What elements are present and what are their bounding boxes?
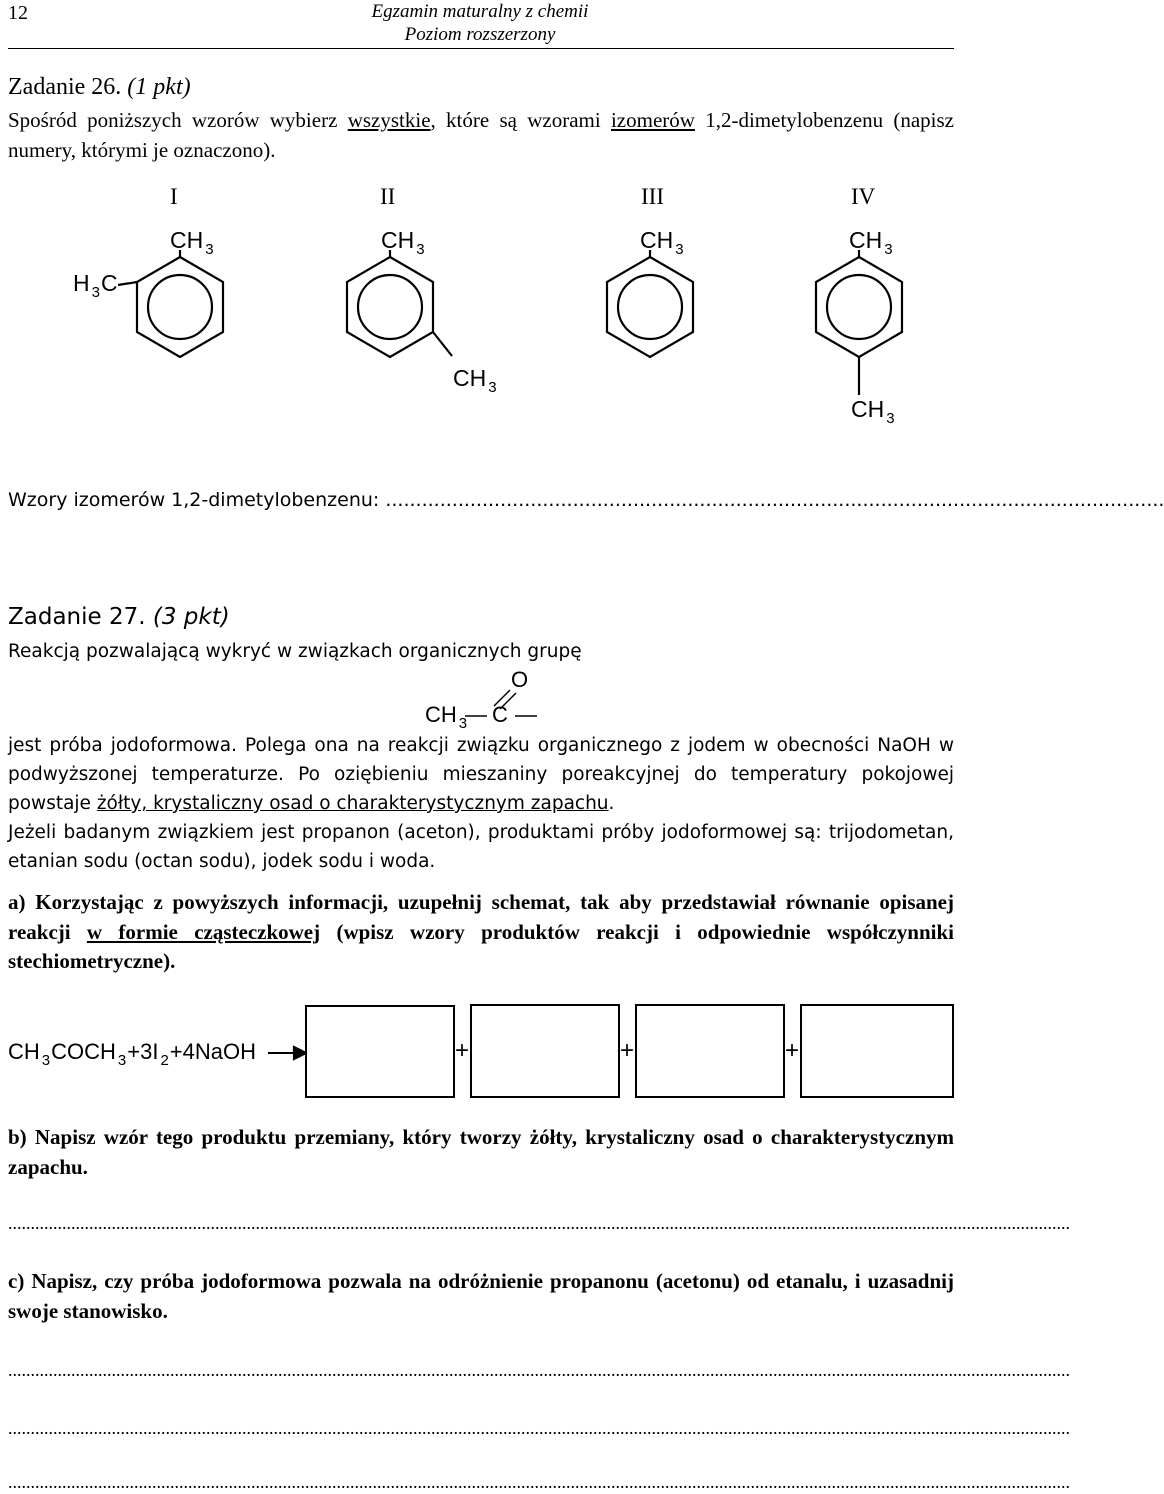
task27-part-b-answer-line[interactable]: ............................................................................................................................................................................................................................................ xyxy=(8,1213,1070,1233)
task26-answer-field[interactable]: ................................................................................................................................. xyxy=(385,489,1164,511)
reaction-arrow-icon xyxy=(268,1043,306,1063)
task27-products-info: Jeżeli badanym związkiem jest propanon (aceton), produktami próby jodoformowej są: trijodometan, etanian sodu (octan sodu), jodek sodu i woda. xyxy=(8,822,954,872)
structure-4-top-ch3: CH $_3$ xyxy=(849,227,893,258)
product-box-2[interactable] xyxy=(470,1004,620,1098)
product-box-4[interactable] xyxy=(800,1004,954,1098)
structure-1-side-h3c: H $_3$C xyxy=(73,270,118,301)
page-number: 12 xyxy=(8,2,28,24)
plus-sign-2: + xyxy=(620,1037,635,1064)
task26-number: Zadanie 26. xyxy=(8,74,122,100)
exam-title: Egzamin maturalny z chemii xyxy=(371,1,589,22)
task27-part-b: b) Napisz wzór tego produktu przemiany, który tworzy żółty, krystaliczny osad o charakterystycznym zapachu. xyxy=(8,1125,954,1179)
task26-answer-line: Wzory izomerów 1,2-dimetylobenzenu: ................................................................................................................................. xyxy=(8,489,1164,511)
task27-part-c: c) Napisz, czy próba jodoformowa pozwala na odróżnienie propanonu (acetonu) od etanalu, i uzasadnij swoje stanowisko. xyxy=(8,1269,954,1323)
task27-part-a: a) Korzystając z powyższych informacji, uzupełnij schemat, tak aby przedstawiał równanie opisanej reakcji w formie cząsteczkowej (wpisz wzory produktów reakcji i odpowiednie współczynniki stechiometryczne). xyxy=(8,890,954,973)
structure-label-4: IV xyxy=(851,184,876,209)
task26-instruction: Spośród poniższych wzorów wybierz wszystkie, które są wzorami izomerów 1,2-dimetylobenzenu (napisz numery, którymi je oznaczono). xyxy=(8,108,954,162)
carbonyl-oxygen: O xyxy=(511,667,529,692)
structure-2-bottom-ch3: CH $_3$ xyxy=(453,365,497,396)
structure-label-2: II xyxy=(380,184,396,209)
product-box-1[interactable] xyxy=(305,1005,455,1098)
carbonyl-bonds xyxy=(0,0,1164,740)
plus-sign-3: + xyxy=(785,1037,800,1064)
task27-intro: Reakcją pozwalającą wykryć w związkach organicznych grupę xyxy=(8,641,582,662)
carbonyl-carbon: C xyxy=(492,702,508,727)
task27-part-c-answer-line-2[interactable]: ............................................................................................................................................................................................................................................ xyxy=(8,1418,1070,1438)
structure-label-1: I xyxy=(170,184,178,209)
task27-points: (3 pkt) xyxy=(152,604,230,630)
structure-3-top-ch3: CH $_3$ xyxy=(640,227,684,258)
task27-number: Zadanie 27. xyxy=(8,604,146,630)
task27-part-c-answer-line-1[interactable]: ............................................................................................................................................................................................................................................ xyxy=(8,1360,1070,1380)
task26-points: (1 pkt) xyxy=(127,74,191,100)
product-box-3[interactable] xyxy=(635,1004,785,1098)
carbonyl-ch3: CH $_3$ xyxy=(425,702,468,732)
structure-label-3: III xyxy=(641,184,664,209)
structure-4-bottom-ch3: CH $_3$ xyxy=(851,396,895,427)
reaction-equation-reactants: CH $_3$COCH $_3$+3I $_2$+4NaOH xyxy=(8,1039,257,1069)
structure-1-top-ch3: CH $_3$ xyxy=(170,227,214,258)
structure-2-top-ch3: CH $_3$ xyxy=(381,227,425,258)
task27-part-c-answer-line-3[interactable]: ............................................................................................................................................................................................................................................ xyxy=(8,1472,1070,1492)
task27-description: jest próba jodoformowa. Polega ona na reakcji związku organicznego z jodem w obecności NaOH w podwyższonej temperaturze. Po oziębieniu mieszaniny poreakcyjnej do temperatury pokojowej powstaje żółty, krystaliczny osad o charakterystycznym zapachu. xyxy=(8,735,954,814)
exam-level: Poziom rozszerzony xyxy=(404,24,556,45)
plus-sign-1: + xyxy=(455,1037,470,1064)
